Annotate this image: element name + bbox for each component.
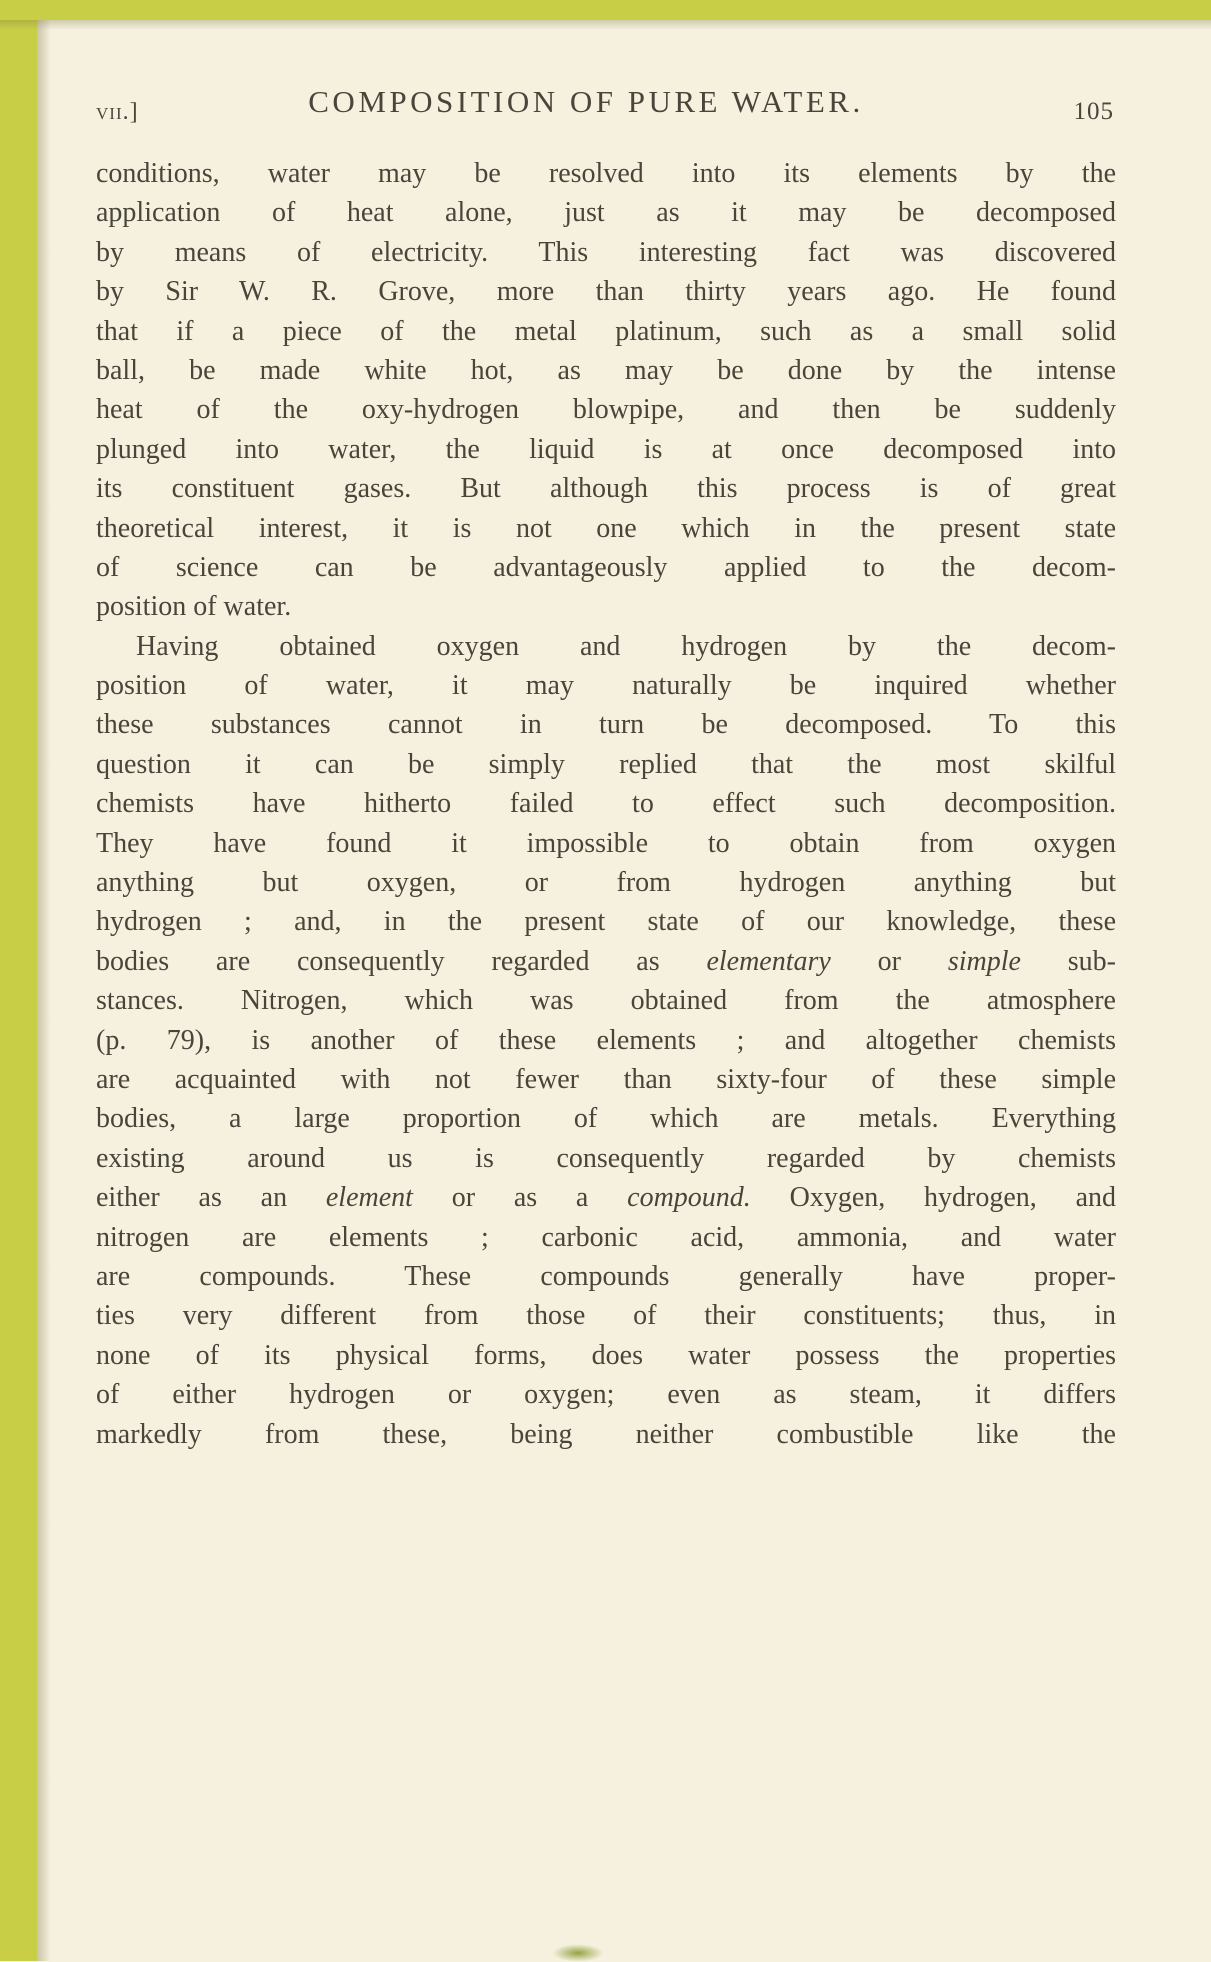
scan-edge-left-shadow — [37, 0, 51, 1961]
text-line: Having obtained oxygen and hydrogen by the decom- — [136, 630, 1116, 662]
text-line: existing around us is consequently regarded by chemists — [96, 1142, 1116, 1174]
page-content — [96, 84, 1116, 1454]
text-line: by Sir W. R. Grove, more than thirty years ago. He found — [96, 276, 1116, 308]
text-line: that if a piece of the metal platinum, such as a small solid — [96, 315, 1116, 347]
text-line: chemists have hitherto failed to effect such decomposition. — [96, 788, 1116, 820]
text-line: position of water, it may naturally be inquired whether — [96, 670, 1116, 702]
text-line: of science can be advantageously applied to the decom- — [96, 551, 1116, 583]
scan-smudge — [552, 1944, 604, 1962]
text-line: They have found it impossible to obtain from oxygen — [96, 827, 1116, 859]
text-line: question it can be simply replied that the most skilful — [96, 748, 1116, 780]
body-text — [96, 154, 1116, 1454]
text-line: nitrogen are elements ; carbonic acid, ammonia, and water — [96, 1221, 1116, 1253]
text-line: bodies, a large proportion of which are metals. Everything — [96, 1103, 1116, 1135]
text-line: conditions, water may be resolved into its elements by the — [96, 158, 1116, 189]
text-line: plunged into water, the liquid is at once decomposed into — [96, 433, 1116, 465]
chapter-marker: vii.] — [96, 99, 139, 125]
text-line: ties very different from those of their constituents; thus, in — [96, 1300, 1116, 1332]
running-title: COMPOSITION OF PURE WATER. — [308, 84, 864, 119]
text-line: markedly from these, being neither combustible like the — [96, 1418, 1116, 1450]
text-line: theoretical interest, it is not one which in the present state — [96, 512, 1116, 544]
text-line: either as an element or as a compound. Oxygen, hydrogen, and — [96, 1182, 1117, 1214]
text-line: are compounds. These compounds generally have proper- — [96, 1260, 1116, 1292]
text-line: of either hydrogen or oxygen; even as steam, it differs — [96, 1379, 1116, 1411]
text-line: are acquainted with not fewer than sixty-four of these simple — [96, 1063, 1116, 1095]
text-line: these substances cannot in turn be decomposed. To this — [96, 709, 1116, 741]
text-line: ball, be made white hot, as may be done by the intense — [96, 354, 1116, 386]
text-line: its constituent gases. But although this process is of great — [96, 473, 1116, 505]
text-line: anything but oxygen, or from hydrogen anything but — [96, 867, 1116, 899]
text-line: stances. Nitrogen, which was obtained from the atmosphere — [96, 985, 1116, 1017]
text-line: bodies are consequently regarded as elementary or simple sub- — [96, 945, 1116, 977]
page-header — [96, 84, 1116, 126]
scan-edge-top-shadow — [0, 20, 1211, 30]
text-line: hydrogen ; and, in the present state of our knowledge, these — [96, 906, 1116, 938]
text-line: by means of electricity. This interesting fact was discovered — [96, 236, 1116, 268]
scan-edge-left — [0, 0, 37, 1961]
page-number: 105 — [1073, 98, 1114, 125]
text-line: heat of the oxy-hydrogen blowpipe, and then be suddenly — [96, 394, 1116, 426]
text-line: application of heat alone, just as it may be decomposed — [96, 197, 1116, 229]
text-line: position of water. — [96, 591, 292, 623]
text-line: none of its physical forms, does water possess the properties — [96, 1339, 1116, 1371]
scan-edge-top — [0, 0, 1211, 20]
text-line: (p. 79), is another of these elements ; and altogether chemists — [96, 1024, 1116, 1056]
